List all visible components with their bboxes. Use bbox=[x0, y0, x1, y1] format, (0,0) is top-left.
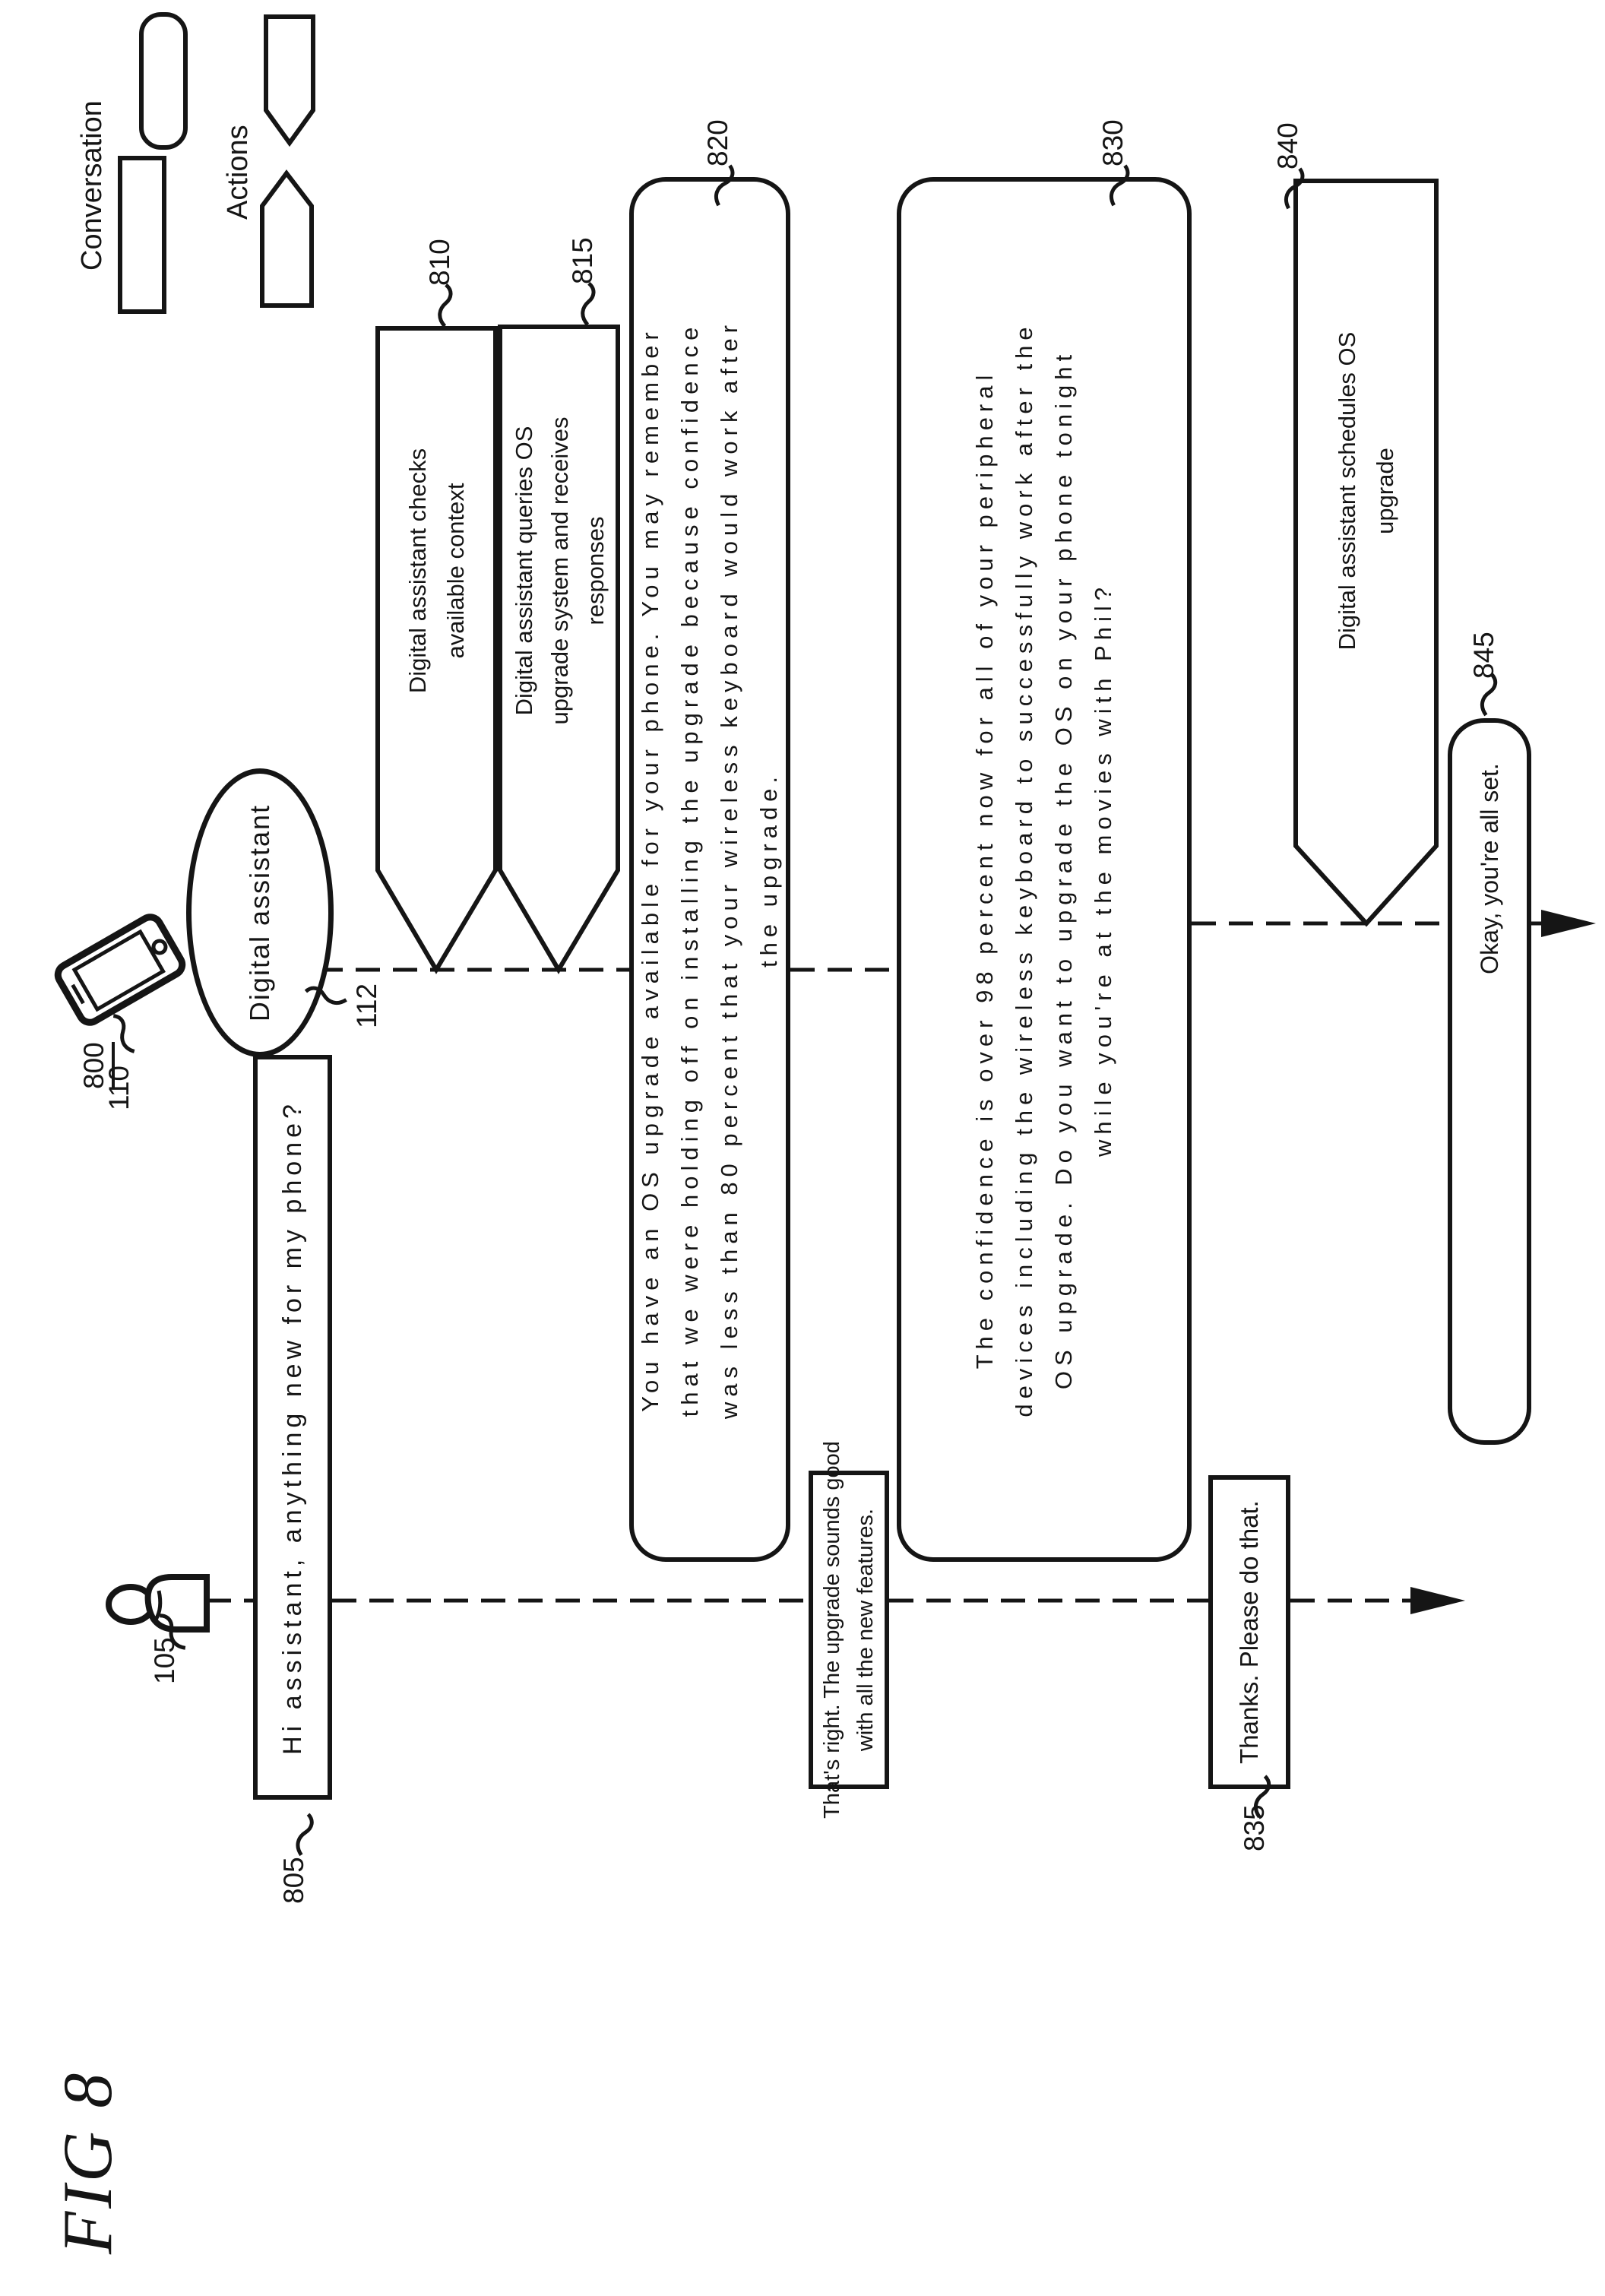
ref-805: 805 bbox=[278, 1857, 309, 1904]
legend-actions-label: Actions bbox=[222, 125, 254, 220]
action-815-line: Digital assistant queries OS bbox=[510, 426, 537, 716]
assistant-speech-845-text: Okay, you're all set. bbox=[1476, 763, 1503, 974]
user-speech-805-text: Hi assistant, anything new for my phone? bbox=[278, 1100, 307, 1755]
user-speech-825-line: with all the new features. bbox=[853, 1508, 878, 1752]
user-lifeline-arrowhead bbox=[1410, 1587, 1465, 1614]
action-815-text bbox=[502, 328, 617, 814]
assistant-name: Digital assistant bbox=[244, 803, 275, 1022]
ref-815: 815 bbox=[567, 237, 598, 284]
action-815-line: responses bbox=[581, 516, 609, 625]
legend-assistant-speech-swatch bbox=[139, 12, 188, 150]
ref-820: 820 bbox=[702, 119, 733, 166]
assistant-speech-830-line: OS upgrade. Do you want to upgrade the OS on your phone tonight bbox=[1050, 349, 1077, 1390]
ref-840: 840 bbox=[1272, 122, 1303, 169]
ref-112: 112 bbox=[351, 983, 382, 1028]
action-840-line: Digital assistant schedules OS bbox=[1333, 331, 1360, 651]
user-speech-835-box bbox=[1208, 1475, 1290, 1789]
assistant-ellipse bbox=[186, 768, 334, 1057]
ref-845: 845 bbox=[1468, 632, 1499, 679]
assistant-speech-830-line: devices including the wireless keyboard to successfully work after the bbox=[1011, 321, 1037, 1417]
action-810-line: Digital assistant checks bbox=[404, 448, 431, 694]
assistant-speech-820-line: the upgrade. bbox=[755, 771, 782, 968]
assistant-speech-830-box bbox=[897, 177, 1192, 1562]
user-speech-825-line: That's right. The upgrade sounds good bbox=[820, 1441, 844, 1819]
action-840-line: upgrade bbox=[1371, 448, 1398, 534]
user-speech-835-text: Thanks. Please do that. bbox=[1235, 1500, 1263, 1764]
action-810-line: available context bbox=[442, 483, 469, 659]
assistant-lifeline-arrowhead bbox=[1541, 910, 1596, 937]
legend-conversation-label: Conversation bbox=[76, 100, 108, 271]
action-840-text bbox=[1296, 191, 1436, 791]
ref-835: 835 bbox=[1239, 1804, 1270, 1851]
action-810-text bbox=[378, 328, 495, 814]
legend-action-left-pentagon bbox=[266, 17, 313, 143]
assistant-speech-830-line: The confidence is over 98 percent now for all of your peripheral bbox=[971, 369, 998, 1370]
phone-icon bbox=[54, 914, 186, 1027]
figure-label: FIG 8 bbox=[49, 2070, 126, 2254]
action-815-line: upgrade system and receives bbox=[546, 416, 573, 725]
assistant-speech-845-box bbox=[1448, 718, 1531, 1445]
assistant-speech-820-line: was less than 80 percent that your wireless keyboard would work after bbox=[716, 319, 742, 1420]
user-speech-825-box bbox=[809, 1441, 889, 1819]
ref-830: 830 bbox=[1097, 119, 1129, 166]
user-speech-805-box bbox=[253, 1055, 332, 1800]
assistant-speech-820-box bbox=[629, 177, 790, 1562]
ref-110: 110 bbox=[103, 1066, 135, 1110]
ref-810: 810 bbox=[424, 239, 455, 286]
figure-number: 800 bbox=[78, 1042, 115, 1089]
legend-action-right-pentagon bbox=[262, 173, 312, 306]
ref-105: 105 bbox=[149, 1637, 180, 1684]
assistant-speech-830-line: while you're at the movies with Phil? bbox=[1090, 582, 1116, 1157]
legend-user-speech-swatch bbox=[118, 156, 166, 314]
assistant-speech-820-line: that we were holding off on installing the upgrade because confidence bbox=[676, 321, 703, 1417]
assistant-speech-820-line: You have an OS upgrade available for your phone. You may remember bbox=[637, 327, 663, 1412]
